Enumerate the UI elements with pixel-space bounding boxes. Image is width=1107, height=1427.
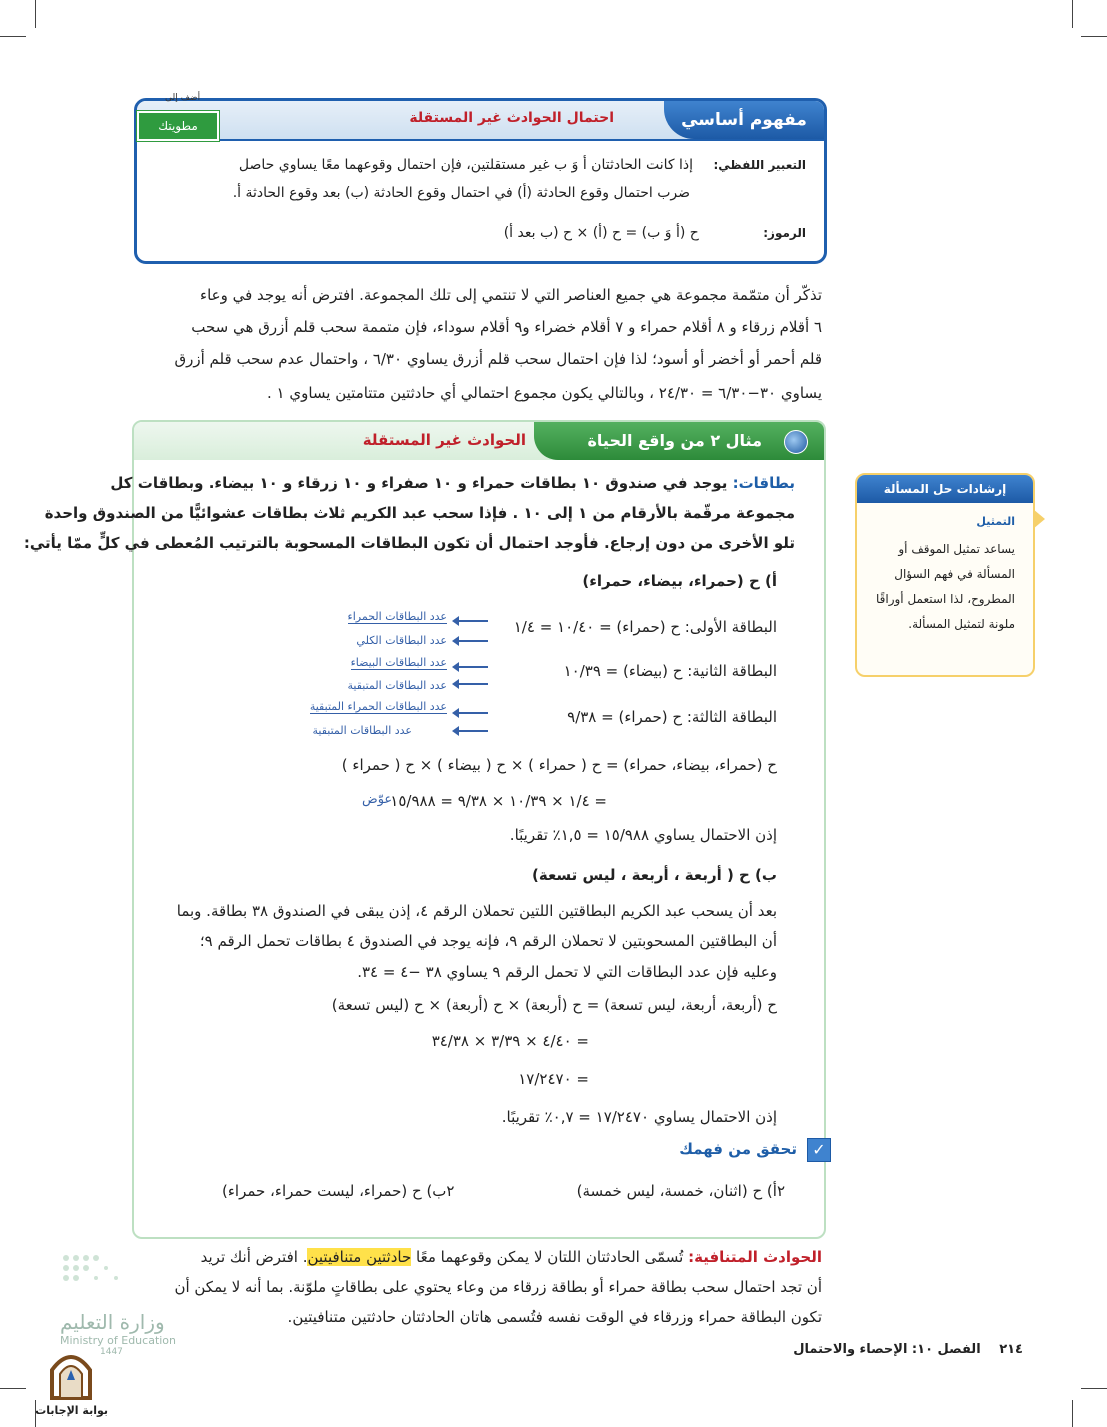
exercise-2b[interactable]: ٢ب) ح (حمراء، ليست حمراء، حمراء) [222, 1182, 455, 1200]
part-a-substitution: = ١/٤ × ١٠/٣٩ × ٩/٣٨ = ١٥/٩٨٨ [390, 792, 607, 810]
cards-label: بطاقات: [732, 474, 795, 492]
crop-mark [1072, 0, 1073, 28]
symbols-label: الرموز: [763, 226, 806, 240]
part-a-product: ح (حمراء، بيضاء، حمراء) = ح ( حمراء ) × ح ( بيضاء ) × ح ( حمراء ) [341, 756, 777, 774]
arrow-icon [458, 666, 488, 668]
intro-line-3: قلم أحمر أو أخضر أو أسود؛ لذا فإن احتمال سحب قلم أزرق يساوي ٦/٣٠ ، واحتمال عدم سحب قلم أزرق [174, 350, 822, 368]
example-badge-label: مثال ٢ من واقع الحياة [587, 431, 762, 450]
part-b-line-1: بعد أن يسحب عبد الكريم البطاقتين اللتين تحملان الرقم ٤، إذن يبقى في الصندوق ٣٨ بطاقة. وبما [176, 902, 777, 920]
part-b-step-2: = ١٧/٢٤٧٠ [518, 1070, 589, 1088]
symbols-row [504, 225, 806, 241]
part-a-result: إذن الاحتمال يساوي ١٥/٩٨٨ = ١,٥٪ تقريبًا. [509, 826, 777, 844]
verbal-line-2: ضرب احتمال وقوع الحادثة (أ) في احتمال وقوع الحادثة (ب) بعد وقوع الحادثة أ. [232, 185, 690, 201]
foldable-tag: مطويتك [137, 111, 219, 141]
page-footer [793, 1342, 1023, 1357]
part-a-card-1: البطاقة الأولى: ح (حمراء) = ١٠/٤٠ = ١/٤ [513, 618, 777, 636]
problem-solving-sidebar [855, 473, 1035, 677]
example-line-3: تلو الأخرى من دون إرجاع. فأوجد احتمال أن تكون البطاقات المسحوبة بالترتيب المُعطى في كلٍّ ممّا يأتي: [23, 534, 795, 552]
example-badge [534, 422, 824, 460]
foldable-add-label: أضف إلى [165, 93, 201, 103]
example-header [134, 422, 824, 460]
substitute-note: عوّض [362, 792, 393, 807]
chapter-title: الفصل ١٠: الإحصاء والاحتمال [793, 1342, 981, 1357]
mutually-exclusive-line-3: تكون البطاقة حمراء وزرقاء في الوقت نفسه فتُسمى هاتان الحادثتان حادثتين متنافيتين. [287, 1308, 822, 1326]
ministry-name-en: Ministry of Education [60, 1334, 177, 1347]
gate-logo-icon [35, 1348, 108, 1418]
crop-mark [35, 0, 36, 28]
note-red-cards: عدد البطاقات الحمراء [347, 610, 447, 623]
globe-icon [784, 430, 808, 454]
verbal-label: التعبير اللفظي: [713, 158, 806, 172]
intro-line-4: يساوي ٣٠−٦/٣٠ = ٢٤/٣٠ ، وبالتالي يكون مجموع احتمالي أي حادثتين متتامتين يساوي ١ . [266, 384, 822, 402]
arrow-icon [458, 620, 488, 622]
symbols-formula: ح (أ وَ ب) = ح (أ) × ح (ب بعد أ) [503, 225, 699, 241]
mutually-exclusive-line-2: أن تجد احتمال سحب بطاقة حمراء أو بطاقة زرقاء من وعاء يحتوي على بطاقاتٍ ملوّنة. بما أنه لا يمكن أن [174, 1278, 822, 1296]
part-b-line-2: أن البطاقتين المسحوبتين لا تحملان الرقم ٩، فإنه يوجد في الصندوق ٤ بطاقات تحمل الرقم ٩؛ [199, 932, 777, 950]
crop-mark [1072, 1400, 1073, 1427]
sidebar-title: إرشادات حل المسألة [857, 475, 1033, 503]
mutually-exclusive-text-b: . افترض أنك تريد [200, 1248, 308, 1266]
part-b-result: إذن الاحتمال يساوي ١٧/٢٤٧٠ = ٠,٧٪ تقريبًا. [501, 1108, 777, 1126]
part-b-line-3: وعليه فإن عدد البطاقات التي لا تحمل الرقم ٩ يساوي ٣٨ −٤ = ٣٤. [357, 963, 777, 981]
arrow-icon [458, 730, 488, 732]
note-remaining-cards: عدد البطاقات المتبقية [347, 679, 447, 692]
checkmark-icon: ✓ [807, 1138, 831, 1162]
note-white-cards: عدد البطاقات البيضاء [350, 656, 447, 669]
part-b-product: ح (أربعة، أربعة، ليس تسعة) = ح (أربعة) × ح (أربعة) × ح (ليس تسعة) [331, 996, 777, 1014]
example-subtitle: الحوادث غير المستقلة [362, 431, 526, 449]
page-number: ٢١٤ [999, 1342, 1023, 1357]
sidebar-label: التمثيل [976, 515, 1015, 528]
note-total-cards: عدد البطاقات الكلي [356, 634, 447, 647]
highlighted-term: حادثتين متنافيتين [307, 1248, 412, 1266]
crop-mark [1081, 36, 1107, 37]
part-b-step-1: = ٤/٤٠ × ٣/٣٩ × ٣٤/٣٨ [431, 1032, 589, 1050]
example-line-2: مجموعة مرقّمة بالأرقام من ١ إلى ١٠ . فإذا سحب عبد الكريم ثلاث بطاقات عشوائيًّا من الصندوق واحدة [44, 504, 795, 522]
mutually-exclusive-line-1 [201, 1248, 822, 1266]
key-concept-subtitle: احتمال الحوادث غير المستقلة [409, 110, 614, 126]
sidebar-pointer-icon [1033, 509, 1045, 529]
ministry-year: 1447 [100, 1347, 123, 1357]
key-concept-header [137, 93, 824, 141]
arrow-icon [458, 640, 488, 642]
part-a-title: أ) ح (حمراء، بيضاء، حمراء) [582, 572, 777, 590]
crop-mark [0, 36, 26, 37]
sidebar-text: يساعد تمثيل الموقف أو المسألة في فهم السؤال المطروح، لذا استعمل أوراقًا ملونة لتمثيل المسألة. [875, 542, 1015, 631]
part-a-card-3: البطاقة الثالثة: ح (حمراء) = ٩/٣٨ [567, 708, 777, 726]
note-remaining-total: عدد البطاقات المتبقية [312, 724, 412, 737]
mutually-exclusive-text-a: تُسمّى الحادثتان اللتان لا يمكن وقوعهما معًا [416, 1248, 684, 1266]
exercise-2a[interactable]: ٢أ) ح (اثنان، خمسة، ليس خمسة) [576, 1182, 785, 1200]
check-understanding-title: تحقق من فهمك [679, 1140, 797, 1158]
part-b-title: ب) ح ( أربعة ، أربعة ، ليس تسعة) [532, 866, 777, 884]
part-a-card-2: البطاقة الثانية: ح (بيضاء) = ١٠/٣٩ [563, 662, 777, 680]
crop-mark [0, 1388, 26, 1389]
key-concept-box [134, 93, 827, 264]
dots-logo-icon [60, 1250, 210, 1286]
key-concept-title: مفهوم أساسي [664, 101, 824, 139]
verbal-row [239, 157, 806, 173]
verbal-line-1: إذا كانت الحادثتان أ وَ ب غير مستقلتين، فإن احتمال وقوعهما معًا يساوي حاصل [238, 157, 694, 173]
mutually-exclusive-term: الحوادث المتنافية: [688, 1248, 822, 1266]
intro-line-1: تذكّر أن متمّمة مجموعة هي جميع العناصر التي لا تنتمي إلى تلك المجموعة. افترض أنه يوجد في وعاء [200, 286, 822, 304]
arrow-icon [458, 683, 488, 685]
crop-mark [1081, 1388, 1107, 1389]
intro-line-2: ٦ أقلام زرقاء و ٨ أقلام حمراء و ٧ أقلام خضراء و٩ أقلام سوداء، فإن متممة سحب قلم أزرق هي سحب [191, 318, 822, 336]
site-name: بوابة الإجابات [35, 1404, 108, 1417]
example-line-1 [110, 474, 795, 492]
arrow-icon [458, 712, 488, 714]
example-text-1: يوجد في صندوق ١٠ بطاقات حمراء و ١٠ صفراء و ١٠ زرقاء و ١٠ بيضاء. وبطاقات كل [110, 474, 728, 492]
note-remaining-red: عدد البطاقات الحمراء المتبقية [309, 700, 447, 713]
ministry-name-ar: وزارة التعليم [60, 1310, 165, 1334]
